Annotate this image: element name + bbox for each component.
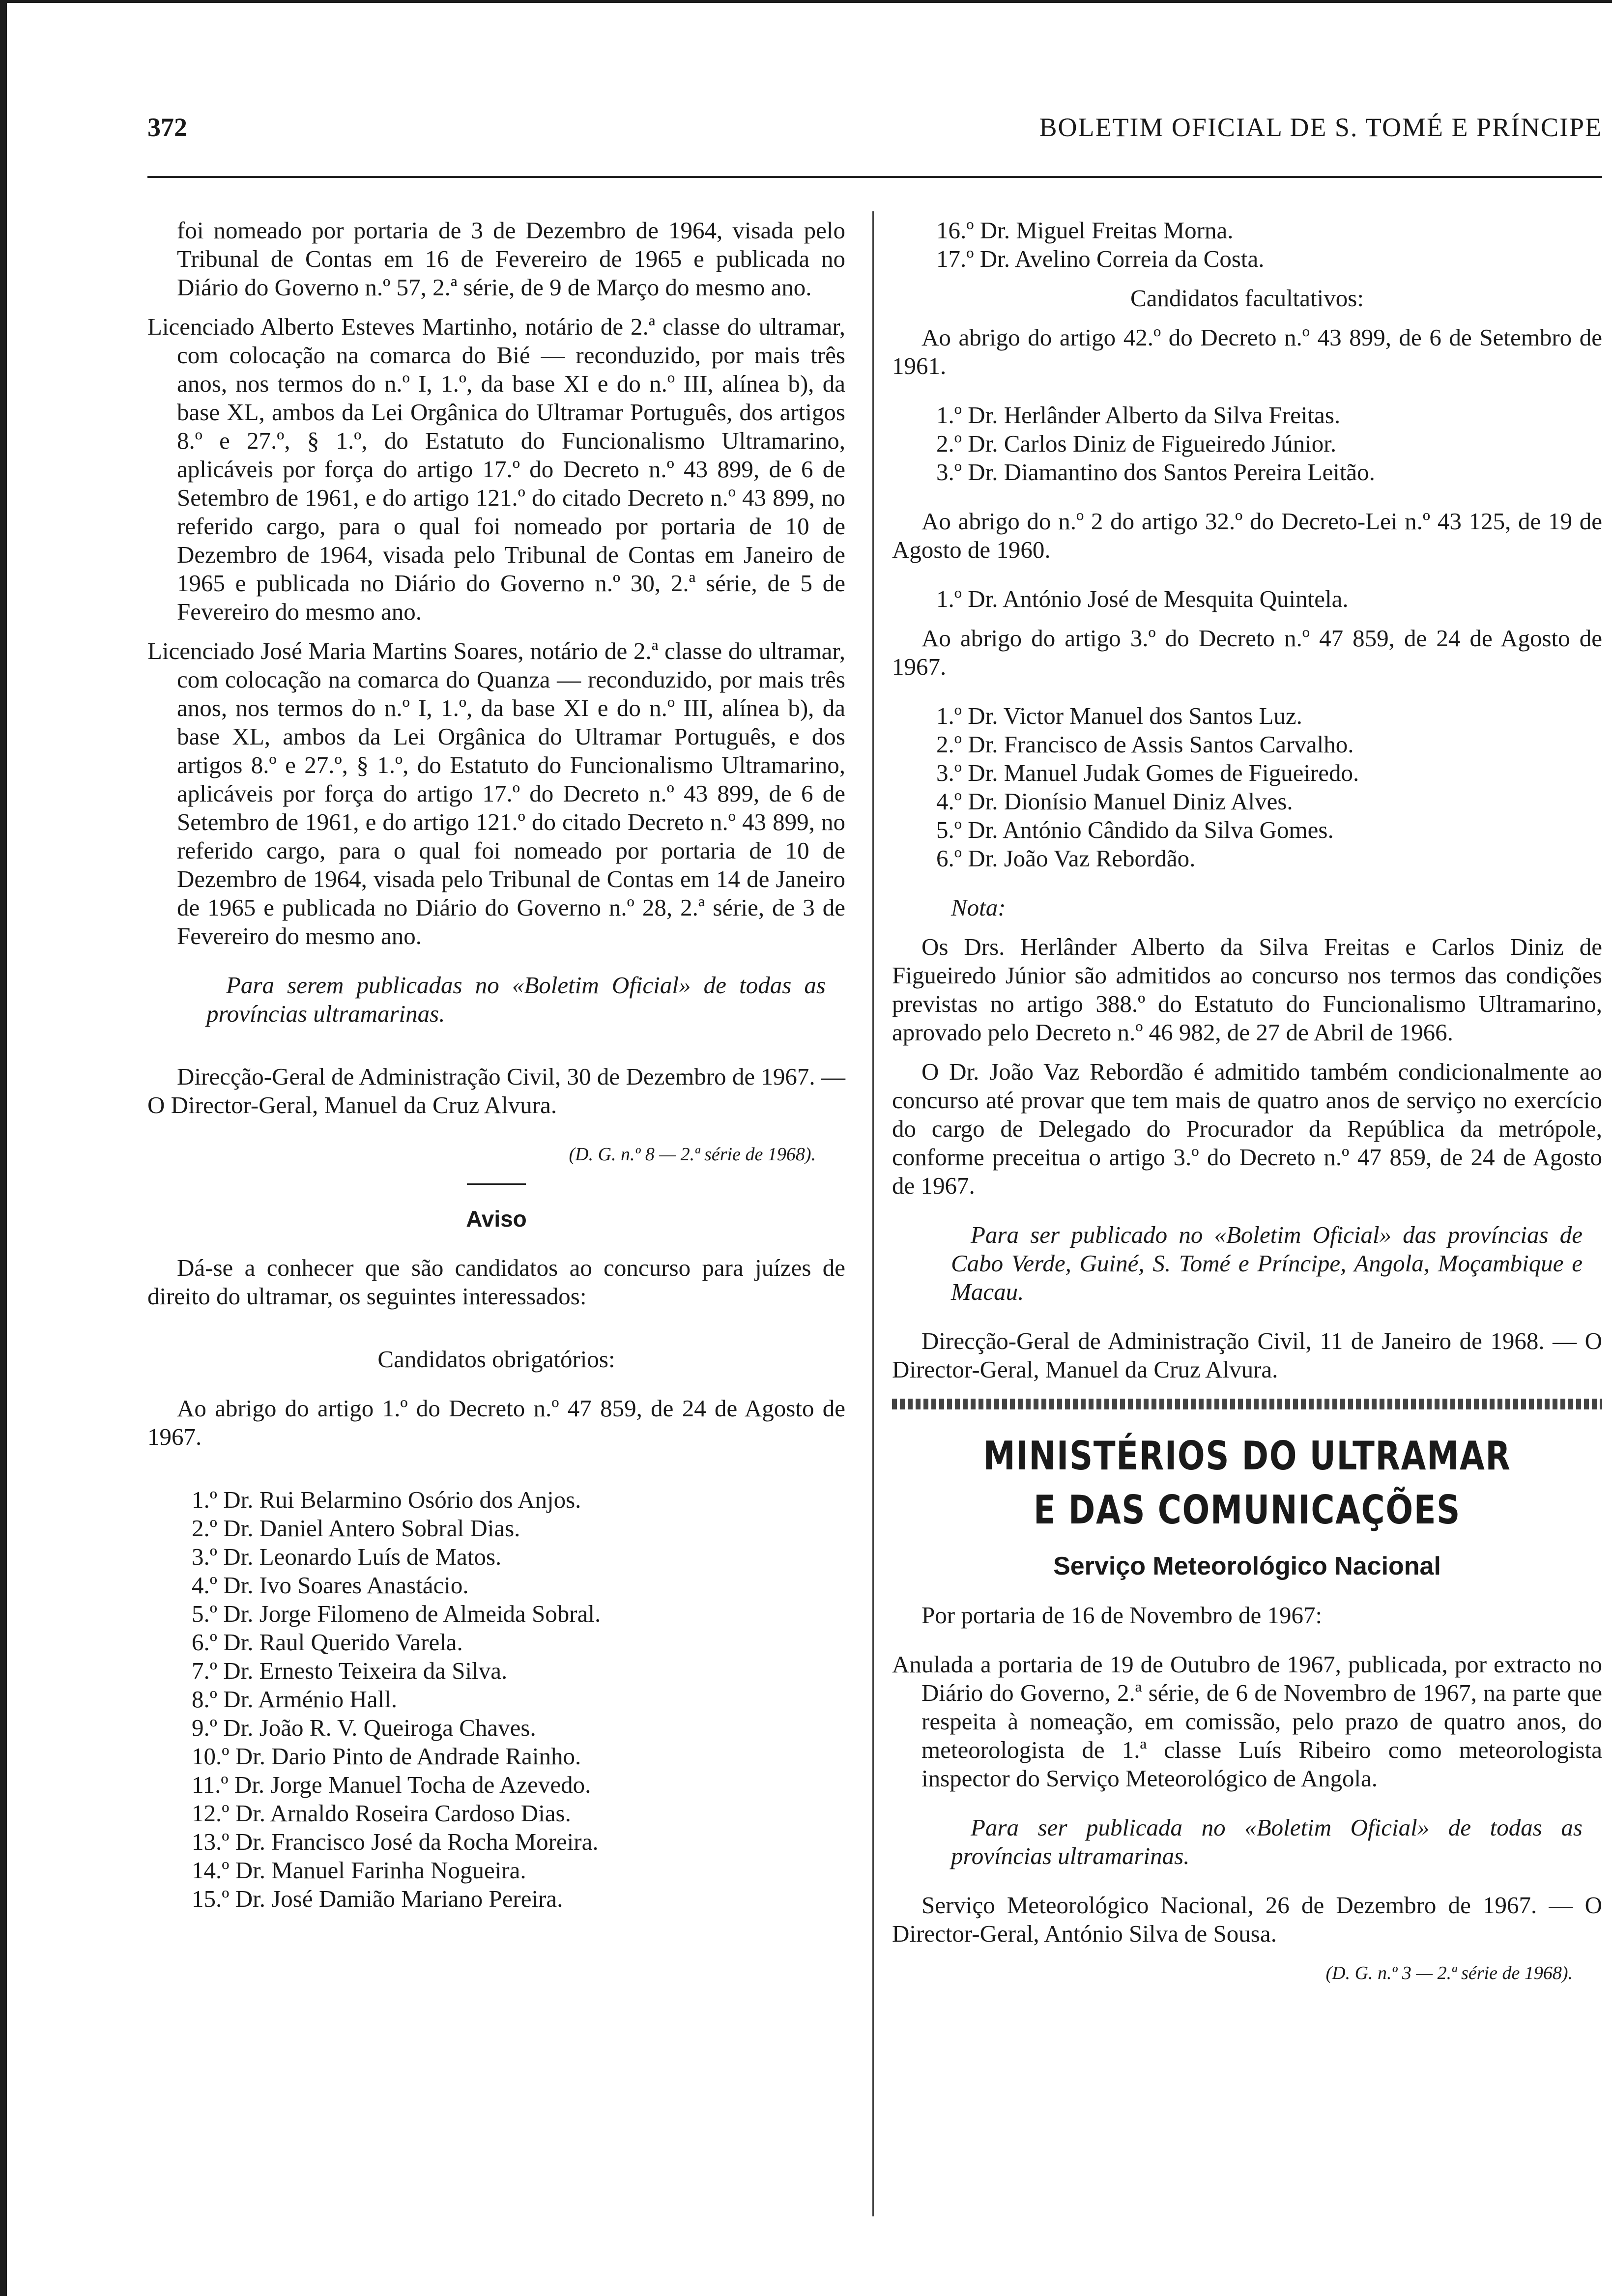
list-item: 15.º Dr. José Damião Mariano Pereira. [192,1885,563,1912]
aviso-heading: Aviso [466,1206,527,1232]
paragraph-martinho: Licenciado Alberto Esteves Martinho, notário de 2.ª classe do ultramar, com colocação na comarca do Bié — reconduzido, por mais três anos, nos termos do n.º I, 1.º, da base XI e do n.º III, alínea b), da base XL, ambos da Lei Orgânica do Ultramar Português, dos artigos 8.º e 27.º, § 1.º, do Estatuto do Funcionalismo Ultramarino, aplicáveis por força do artigo 17.º do Decreto n.º 43 899, de 6 de Setembro de 1961, e do artigo 121.º do citado Decreto n.º 43 899, no referido cargo, para o qual foi nomeado por portaria de 10 de Dezembro de 1964, visada pelo Tribunal de Contas em Janeiro de 1965 e publicada no Diário do Governo n.º 30, 2.ª série, de 5 de Fevereiro do mesmo ano. [147,313,845,625]
legal-basis-3: Ao abrigo do n.º 2 do artigo 32.º do Decreto-Lei n.º 43 125, de 19 de Agosto de 1960. [892,508,1602,563]
list-item: 13.º Dr. Francisco José da Rocha Moreira. [192,1828,599,1855]
ministry-heading-line1: MINISTÉRIOS DO ULTRAMAR [983,1433,1511,1479]
list-item: 5.º Dr. Jorge Filomeno de Almeida Sobral. [192,1600,601,1627]
list-item: 4.º Dr. Dionísio Manuel Diniz Alves. [936,788,1293,815]
page-number: 372 [147,113,187,142]
legal-basis-2: Ao abrigo do artigo 42.º do Decreto n.º 43 899, de 6 de Setembro de 1961. [892,324,1602,379]
publication-note-2: Para ser publicado no «Boletim Oficial» das províncias de Cabo Verde, Guiné, S. Tomé e Príncipe, Angola, Moçambique e Macau. [951,1221,1583,1305]
nota-label: Nota: [951,894,1006,921]
nota-paragraph-2: O Dr. João Vaz Rebordão é admitido também condicionalmente ao concurso até provar que tem mais de quatro anos de serviço no exercício do cargo de Delegado do Procurador da República da metrópole, conforme preceitua o artigo 3.º do Decreto n.º 47 859, de 24 de Agosto de 1967. [892,1058,1602,1199]
list-item: 2.º Dr. Francisco de Assis Santos Carvalho. [936,731,1354,758]
running-title: BOLETIM OFICIAL DE S. TOMÉ E PRÍNCIPE [1039,113,1602,142]
candidate-list-2 [892,401,1602,487]
list-item: 14.º Dr. Manuel Farinha Nogueira. [192,1857,526,1884]
header-rule [147,176,1602,178]
candidates-optional-heading: Candidatos facultativos: [1130,285,1364,312]
gazette-reference-3: (D. G. n.º 3 — 2.ª série de 1968). [1325,1963,1573,1983]
portaria-line: Por portaria de 16 de Novembro de 1967: [921,1602,1323,1629]
column-divider [872,211,874,2216]
list-item: 2.º Dr. Daniel Antero Sobral Dias. [192,1515,520,1542]
list-item: 3.º Dr. Diamantino dos Santos Pereira Leitão. [936,459,1375,486]
candidate-list-4 [892,702,1602,873]
list-item: 10.º Dr. Dario Pinto de Andrade Rainho. [192,1743,581,1770]
list-item: 11.º Dr. Jorge Manuel Tocha de Azevedo. [192,1771,591,1798]
publication-note-3: Para ser publicada no «Boletim Oficial» de todas as províncias ultramarinas. [951,1814,1583,1869]
ornamental-divider [892,1399,1602,1409]
annulment-paragraph: Anulada a portaria de 19 de Outubro de 1967, publicada, por extracto no Diário do Governo, 2.ª série, de 6 de Novembro de 1967, na parte que respeita à nomeação, em comissão, pelo prazo de quatro anos, do meteorologista de 1.ª classe Luís Ribeiro como meteorologista inspector do Serviço Meteorológico de Angola. [892,1651,1602,1792]
list-item: 1.º Dr. Rui Belarmino Osório dos Anjos. [192,1486,581,1513]
signature-block-2: Direcção-Geral de Administração Civil, 11 de Janeiro de 1968. — O Director-Geral, Manuel da Cruz Alvura. [892,1327,1602,1383]
list-item: 2.º Dr. Carlos Diniz de Figueiredo Júnior. [936,430,1337,457]
signature-block: Direcção-Geral de Administração Civil, 30 de Dezembro de 1967. — O Director-Geral, Manuel da Cruz Alvura. [147,1063,845,1119]
nota-paragraph-1: Os Drs. Herlânder Alberto da Silva Freitas e Carlos Diniz de Figueiredo Júnior são admitidos ao concurso nos termos das condições previstas no artigo 388.º do Estatuto do Funcionalismo Ultramarino, aprovado pelo Decreto n.º 46 982, de 27 de Abril de 1966. [892,933,1602,1046]
candidate-list-continued [892,216,1602,273]
list-item: 1.º Dr. Herlânder Alberto da Silva Freitas. [936,402,1341,429]
left-column [147,216,845,1913]
list-item: 12.º Dr. Arnaldo Roseira Cardoso Dias. [192,1800,571,1827]
list-item: 9.º Dr. João R. V. Queiroga Chaves. [192,1714,536,1741]
service-heading: Serviço Meteorológico Nacional [1053,1552,1441,1580]
page-top-edge [0,0,1612,3]
list-item: 1.º Dr. Victor Manuel dos Santos Luz. [936,702,1302,729]
gazette-reference: (D. G. n.º 8 — 2.ª série de 1968). [569,1144,816,1165]
list-item: 17.º Dr. Avelino Correia da Costa. [936,245,1265,272]
list-item: 6.º Dr. Raul Querido Varela. [192,1629,463,1656]
publication-note: Para serem publicadas no «Boletim Oficial» de todas as províncias ultramarinas. [206,972,826,1027]
page-left-edge [0,0,7,2296]
list-item: 7.º Dr. Ernesto Teixeira da Silva. [192,1657,508,1684]
aviso-intro: Dá-se a conhecer que são candidatos ao concurso para juízes de direito do ultramar, os seguintes interessados: [147,1254,845,1310]
list-item: 3.º Dr. Manuel Judak Gomes de Figueiredo. [936,759,1359,786]
right-column [892,216,1602,1987]
signature-block-3: Serviço Meteorológico Nacional, 26 de Dezembro de 1967. — O Director-Geral, António Silva de Sousa. [892,1892,1602,1947]
candidate-list-1 [147,1486,845,1913]
list-item: 8.º Dr. Arménio Hall. [192,1686,398,1713]
list-item: 1.º Dr. António José de Mesquita Quintela. [936,585,1349,612]
paragraph-continuation: foi nomeado por portaria de 3 de Dezembro de 1964, visada pelo Tribunal de Contas em 16 de Fevereiro de 1965 e publicada no Diário do Governo n.º 57, 2.ª série, de 9 de Março do mesmo ano. [177,217,845,301]
list-item: 5.º Dr. António Cândido da Silva Gomes. [936,816,1334,843]
candidates-obligatory-heading: Candidatos obrigatórios: [377,1346,615,1373]
candidate-list-3 [892,585,1602,613]
page-header [147,112,1602,151]
list-item: 6.º Dr. João Vaz Rebordão. [936,845,1196,872]
section-divider [467,1183,526,1185]
ministry-heading-line2: E DAS COMUNICAÇÕES [1033,1487,1461,1533]
list-item: 16.º Dr. Miguel Freitas Morna. [936,217,1234,244]
list-item: 4.º Dr. Ivo Soares Anastácio. [192,1572,469,1599]
list-item: 3.º Dr. Leonardo Luís de Matos. [192,1543,502,1570]
legal-basis-4: Ao abrigo do artigo 3.º do Decreto n.º 47 859, de 24 de Agosto de 1967. [892,625,1602,680]
legal-basis-1: Ao abrigo do artigo 1.º do Decreto n.º 47 859, de 24 de Agosto de 1967. [147,1395,845,1450]
paragraph-soares: Licenciado José Maria Martins Soares, notário de 2.ª classe do ultramar, com colocação na comarca do Quanza — reconduzido, por mais três anos, nos termos do n.º I, 1.º, da base XI e do n.º III, alínea b), da base XL, ambos da Lei Orgânica do Ultramar Português, e dos artigos 8.º e 27.º, § 1.º, do Estatuto do Funcionalismo Ultramarino, aplicáveis por força do artigo 17.º do Decreto n.º 43 899, de 6 de Setembro de 1961, e do artigo 121.º do citado Decreto n.º 43 899, no referido cargo, para o qual foi nomeado por portaria de 10 de Dezembro de 1964, visada pelo Tribunal de Contas em 14 de Janeiro de 1965 e publicada no Diário do Governo n.º 28, 2.ª série, de 3 de Fevereiro do mesmo ano. [147,637,845,949]
